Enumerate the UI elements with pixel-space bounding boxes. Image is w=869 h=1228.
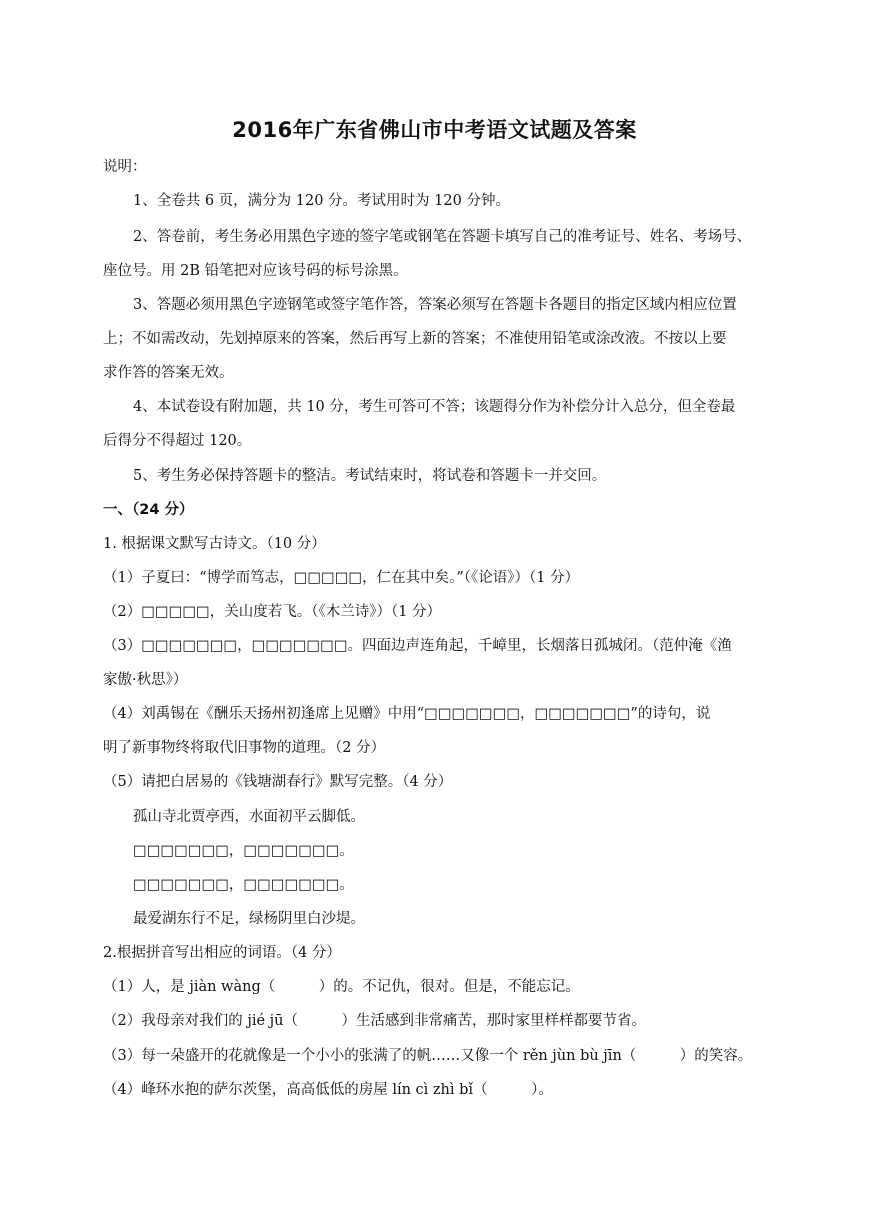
section-one-heading: 一、（24 分） [103,502,194,518]
poem-line-3: □□□□□□□，□□□□□□□。 [133,877,354,893]
question-1-1: （1）子夏曰：“博学而笃志，□□□□□，仁在其中矣。”（《论语》）（1 分） [103,570,580,586]
instruction-3-cont2: 求作答的答案无效。 [103,365,234,381]
instruction-5: 5、考生务必保持答题卡的整洁。考试结束时，将试卷和答题卡一并交回。 [133,468,607,484]
instruction-1: 1、全卷共 6 页，满分为 120 分。考试用时为 120 分钟。 [133,193,510,209]
instruction-3: 3、答题必须用黑色字迹钢笔或签字笔作答，答案必须写在答题卡各题目的指定区域内相应位置 [133,297,737,313]
question-1-5: （5）请把白居易的《钱塘湖春行》默写完整。（4 分） [103,774,453,790]
question-2: 2.根据拼音写出相应的词语。（4 分） [103,945,341,961]
poem-line-2: □□□□□□□，□□□□□□□。 [133,843,354,859]
instructions-heading: 说明： [103,159,147,175]
question-1: 1. 根据课文默写古诗文。（10 分） [103,536,326,552]
question-2-3: （3）每一朵盛开的花就像是一个小小的张满了的帆……又像一个 rěn jùn bù jīn（ ）的笑容。 [103,1048,753,1064]
question-1-4-cont: 明了新事物终将取代旧事物的道理。（2 分） [103,740,386,756]
question-2-4: （4）峰环水抱的萨尔茨堡，高高低低的房屋 lín cì zhì bǐ（ ）。 [103,1082,553,1098]
instruction-4: 4、本试卷设有附加题，共 10 分，考生可答可不答；该题得分作为补偿分计入总分，但全卷最 [133,399,736,415]
question-2-1: （1）人，是 jiàn wàng（ ）的。不记仇，很对。但是，不能忘记。 [103,979,580,995]
poem-line-1: 孤山寺北贾亭西，水面初平云脚低。 [133,809,365,825]
instruction-3-cont: 上；不如需改动，先划掉原来的答案，然后再写上新的答案；不准使用铅笔或涂改液。不按以上要 [103,331,727,347]
instruction-4-cont: 后得分不得超过 120。 [103,433,252,449]
instruction-2-cont: 座位号。用 2B 铅笔把对应该号码的标号涂黑。 [103,263,408,279]
poem-line-4: 最爱湖东行不足，绿杨阴里白沙堤。 [133,911,365,927]
instruction-2: 2、答卷前，考生务必用黑色字迹的签字笔或钢笔在答题卡填写自己的准考证号、姓名、考场号、 [133,229,752,245]
question-1-4: （4）刘禹锡在《酬乐天扬州初逢席上见赠》中用“□□□□□□□，□□□□□□□”的诗句，说 [103,706,711,722]
question-1-3: （3）□□□□□□□，□□□□□□□。四面边声连角起，千嶂里，长烟落日孤城闭。（范仲淹《渔 [103,638,732,654]
document-title: 2016年广东省佛山市中考语文试题及答案 [232,118,637,142]
question-2-2: （2）我母亲对我们的 jié jū（ ）生活感到非常痛苦，那时家里样样都要节省。 [103,1013,646,1029]
question-1-3-cont: 家傲·秋思》） [103,672,188,688]
question-1-2: （2）□□□□□，关山度若飞。（《木兰诗》）（1 分） [103,604,442,620]
